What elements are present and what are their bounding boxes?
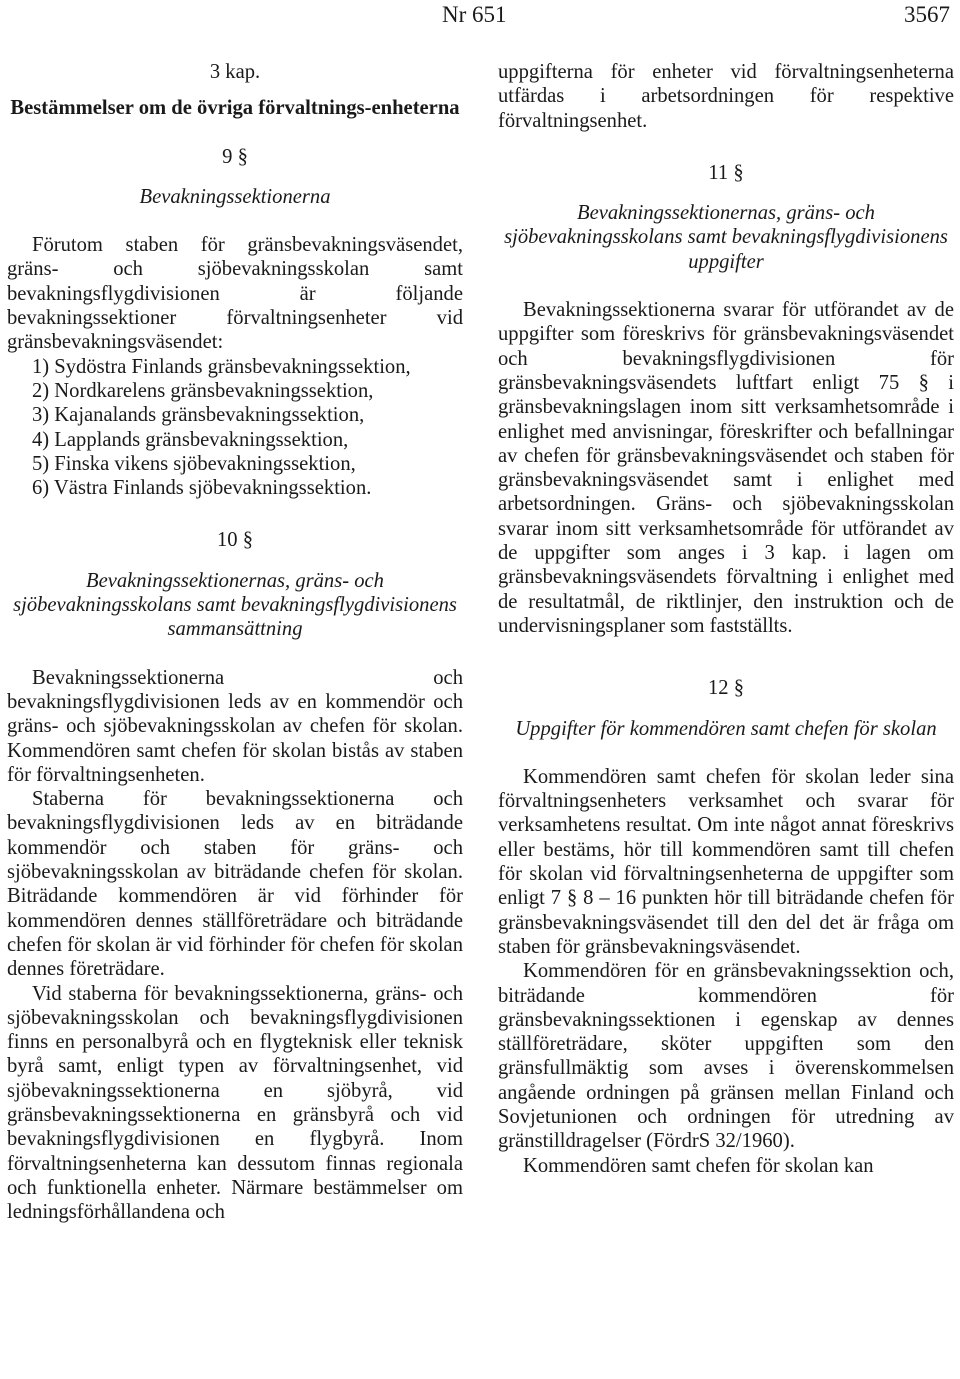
section-12-title: Uppgifter för kommendören samt chefen för skolan (515, 717, 937, 740)
right-column (498, 60, 954, 1178)
chapter-number: 3 kap. (209, 61, 261, 83)
list-item: 1) Sydöstra Finlands gränsbevakningssektion, (32, 355, 411, 378)
list-item: 4) Lapplands gränsbevakningssektion, (32, 428, 349, 451)
section-11-paragraph-1: Bevakningssektionerna svarar för utförandet av de uppgifter som föreskrivs för gränsbevakningsväsendet och bevakningsflygdivisionen för gränsbevakningsväsendets luftfart enligt 75 § i gränsbevakningslagen inom sitt verksamhetsområde i enlighet med anvisningar, föreskrifter och befallningar av chefen för gränsbevakningsväsendet och staben för gränsbevakningsväsendet samt i enlighet med arbetsordningen. Gräns- och sjöbevakningsskolan svarar inom sitt verksamhetsområde för utförandet av de uppgifter som anges i 3 kap. i lagen om gränsbevakningsväsendets förvaltning i enlighet med de resultatmål, de riktlinjer, den instruktion och de undervisningsplaner som fastställts. (498, 299, 954, 637)
section-10-paragraph-3: Vid staberna för bevakningssektionerna, gräns- och sjöbevakningsskolan och bevakningsflygdivisionen finns en personalbyrå och en flygteknisk eller teknisk byrå samt, enligt typen av förvaltningsenhet, vid sjöbevakningssektionerna en sjöbyrå, vid gränsbevakningssektionerna en gränsbyrå och vid bevakningsflygdivisionen en flygbyrå. Inom förvaltningsenheterna kan dessutom finnas regionala och funktionella enheter. Närmare bestämmelser om ledningsförhållandena och (7, 982, 463, 1224)
list-item: 2) Nordkarelens gränsbevakningssektion, (32, 379, 374, 402)
left-column (7, 60, 463, 1224)
section-11-number: 11 § (708, 161, 744, 184)
section-12-paragraph-2: Kommendören för en gränsbevakningssektion och, biträdande kommendören för gränsbevakningssektionen i egenskap av dennes ställföreträdare, sköter uppgiften som den gränsfullmäktig som avses i överenskommelsen angående ordningen på gränsen mellan Finland och Sovjetunionen och ordningen för utredning av gränstilldragelser (FördrS 32/1960). (498, 960, 954, 1153)
section-11-title: Bevakningssektionernas, gräns- och sjöbevakningsskolans samt bevakningsflygdivisionens uppgifter (504, 202, 948, 273)
page-header (0, 0, 960, 40)
page-number: 3567 (904, 2, 950, 27)
list-item: 5) Finska vikens sjöbevakningssektion, (32, 452, 356, 475)
section-9-title: Bevakningssektionerna (139, 185, 331, 208)
section-9-intro: Förutom staben för gränsbevakningsväsendet, gräns- och sjöbevakningsskolan samt bevakningsflygdivisionen är följande bevakningssektioner förvaltningsenheter vid gränsbevakningsväsendet: (7, 234, 463, 354)
continued-paragraph: uppgifterna för enheter vid förvaltningsenheterna utfärdas i arbetsordningen för respektive förvaltningsenhet. (498, 61, 954, 132)
section-9-number: 9 § (222, 145, 248, 168)
section-12-number: 12 § (707, 677, 745, 700)
section-10-number: 10 § (216, 529, 254, 552)
list-item: 6) Västra Finlands sjöbevakningssektion. (32, 477, 372, 500)
section-10-paragraph-1: Bevakningssektionerna och bevakningsflygdivisionen leds av en kommendör och gräns- och sjöbevakningsskolan av chefen för skolan. Kommendören samt chefen för skolan bistås av staben för förvaltningsenheten. (7, 666, 463, 786)
sektion-list (7, 355, 463, 501)
section-10-title: Bevakningssektionernas, gräns- och sjöbevakningsskolans samt bevakningsflygdivisionens sammansättning (13, 569, 457, 641)
section-12-paragraph-3: Kommendören samt chefen för skolan kan (523, 1154, 874, 1177)
list-item: 3) Kajanalands gränsbevakningssektion, (32, 404, 365, 427)
statute-number: Nr 651 (442, 2, 507, 27)
section-10-paragraph-2: Staberna för bevakningssektionerna och bevakningsflygdivisionen leds av en biträdande kommendör och staben för gräns- och sjöbevakningsskolan av biträdande chefen för skolan. Biträdande kommendören är vid förhinder för kommendören dennes ställföreträdare och biträdande chefen för skolan är vid förhinder för chefen för skolan dennes företrädare. (7, 788, 463, 981)
section-12-paragraph-1: Kommendören samt chefen för skolan leder sina förvaltningsenheters verksamhet och svarar för verksamhetens resultat. Om inte något annat föreskrivs eller bestäms, hör till kommendören samt till chefen för skolan vid förvaltningsenheterna de uppgifter som enligt 7 § 8 – 16 punkten hör till biträdande chefen för gränsbevakningsväsendet till den del det är fråga om staben för gränsbevakningsväsendet. (498, 765, 954, 958)
chapter-title: Bestämmelser om de övriga förvaltnings-enheterna (10, 97, 460, 120)
